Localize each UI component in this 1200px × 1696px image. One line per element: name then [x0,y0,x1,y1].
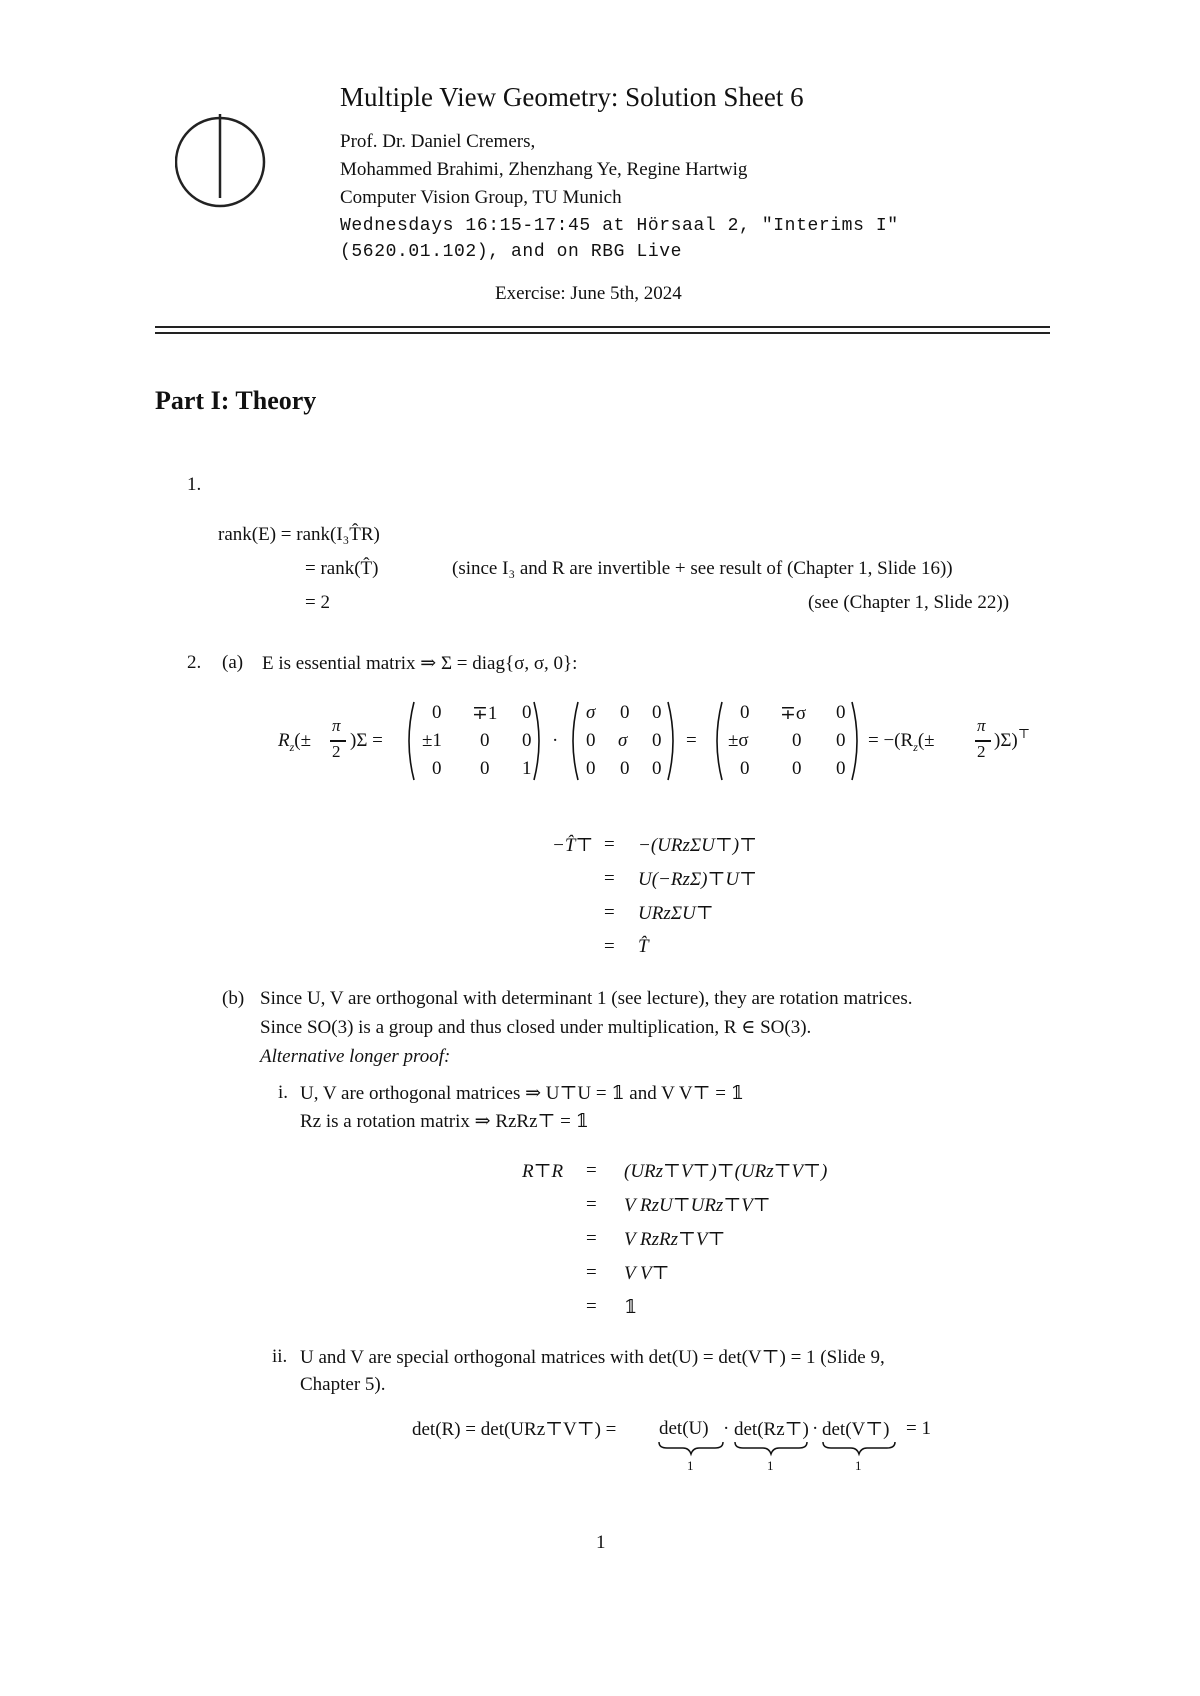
that-deriv-rhs-3: URzΣU⊤ [638,903,714,924]
m3-r3c3: 0 [836,758,846,779]
m2-r1c1: σ [586,702,596,723]
coauthors-line: Mohammed Brahimi, Zhenzhang Ye, Regine Hartwig [340,159,748,180]
that-deriv-rel-1: = [604,834,615,855]
rtr-rel-1: = [586,1160,597,1181]
that-deriv-rel-3: = [604,902,615,923]
det-u: det(U) [659,1418,709,1439]
m2-r1c2: 0 [620,702,630,723]
q2a-statement: E is essential matrix ⇒ Σ = diag{σ, σ, 0}: [262,653,578,674]
m1-r2c1: ±1 [422,730,442,751]
rz-lhs: $R_z(\pm$ [278,730,312,754]
m1-r1c1: 0 [432,702,442,723]
m2-r3c2: 0 [620,758,630,779]
rz-rhs-two: 2 [977,742,986,761]
tum-logo [175,112,267,212]
brace-value-1: 1 [687,1458,694,1473]
q2a-label: (a) [222,652,244,673]
rtr-rel-3: = [586,1228,597,1249]
rtr-rhs-1: (URz⊤V⊤)⊤(URz⊤V⊤) [624,1161,828,1182]
rtr-rel-5: = [586,1296,597,1317]
page-number: 1 [596,1532,606,1553]
i-label: i. [278,1082,289,1103]
rtr-rel-2: = [586,1194,597,1215]
i-text-2: Rz is a rotation matrix ⇒ RzRz⊤ = 𝟙 [300,1111,589,1132]
rz-two: 2 [332,742,341,761]
rtr-rhs-5: 𝟙 [624,1297,638,1318]
rz-rhs: = $-(R_z(\pm$ [868,730,935,754]
rz-close: )Σ = [350,730,383,751]
group-line: Computer Vision Group, TU Munich [340,187,622,208]
m2-r2c1: 0 [586,730,596,751]
matrix-dot: · [552,730,559,751]
m3-r2c2: 0 [792,730,802,751]
det-lhs: det(R) = det(URz⊤V⊤) = [412,1419,617,1440]
author-line: Prof. Dr. Daniel Cremers, [340,131,536,152]
rtr-rhs-3: V RzRz⊤V⊤ [624,1229,726,1250]
q1-number: 1. [187,474,202,495]
q2b-text-1: Since U, V are orthogonal with determinant 1 (see lecture), they are rotation matrices. [260,988,913,1009]
sheet-title: Multiple View Geometry: Solution Sheet 6 [340,82,804,112]
ii-text-2: Chapter 5). [300,1374,386,1395]
m3-r3c1: 0 [740,758,750,779]
q2-number: 2. [187,652,202,673]
m3-r1c1: 0 [740,702,750,723]
det-dot-1: · [723,1418,730,1439]
m2-r1c3: 0 [652,702,662,723]
part-title: Part I: Theory [155,386,317,415]
brace-value-3: 1 [855,1458,862,1473]
m3-r1c3: 0 [836,702,846,723]
q2b-label: (b) [222,988,245,1009]
det-v: det(V⊤) [822,1419,890,1440]
q1-line2: = rank(T̂) [305,558,379,579]
det-rz: det(Rz⊤) [734,1419,809,1440]
m1-r2c2: 0 [480,730,490,751]
q1-line3: = 2 [305,592,330,613]
that-deriv-lhs: −T̂⊤ [552,835,594,856]
m1-r1c3: 0 [522,702,532,723]
header-rule-top [155,326,1050,328]
m1-r1c2: ∓1 [472,703,498,724]
rtr-rhs-4: V V⊤ [624,1263,670,1284]
det-rhs: = 1 [906,1418,931,1439]
m3-r3c2: 0 [792,758,802,779]
m2-r3c1: 0 [586,758,596,779]
m1-r2c3: 0 [522,730,532,751]
ii-text-1: U and V are special orthogonal matrices with det(U) = det(V⊤) = 1 (Slide 9, [300,1347,885,1368]
m3-r2c3: 0 [836,730,846,751]
rtr-rhs-2: V RzU⊤URz⊤V⊤ [624,1195,771,1216]
that-deriv-rhs-1: −(URzΣU⊤)⊤ [638,835,757,856]
that-deriv-rhs-4: T̂ [638,936,649,957]
q1-line2-note: (since I₃ and R are invertible + see result of (Chapter 1, Slide 16)) [452,558,953,579]
exercise-date: Exercise: June 5th, 2024 [495,283,682,304]
m3-r2c1: ±σ [728,730,749,751]
q2b-text-2: Since SO(3) is a group and thus closed under multiplication, R ∈ SO(3). [260,1017,812,1038]
alt-proof-heading: Alternative longer proof: [260,1046,451,1067]
q1-line1: rank(E) = rank(I₃T̂R) [218,524,380,545]
m2-r3c3: 0 [652,758,662,779]
schedule-line-2: (5620.01.102), and on RBG Live [340,242,683,262]
that-deriv-rel-4: = [604,936,615,957]
m3-r1c2: ∓σ [780,703,807,724]
m2-r2c2: σ [618,730,628,751]
that-deriv-rel-2: = [604,868,615,889]
m1-r3c1: 0 [432,758,442,779]
m1-r3c3: 1 [522,758,532,779]
ii-label: ii. [272,1346,288,1367]
det-dot-2: · [812,1418,819,1439]
rz-rhs-pi: π [977,716,986,735]
m1-r3c2: 0 [480,758,490,779]
rtr-rel-4: = [586,1262,597,1283]
brace-value-2: 1 [767,1458,774,1473]
q1-line3-note: (see (Chapter 1, Slide 22)) [808,592,1010,613]
m2-r2c3: 0 [652,730,662,751]
matrix-eq: = [686,730,697,751]
rz-rhs-end: )Σ)⊤ [994,726,1030,751]
that-deriv-rhs-2: U(−RzΣ)⊤U⊤ [638,869,757,890]
det-underbraces [655,1440,905,1460]
rz-pi: π [332,716,341,735]
rtr-lhs: R⊤R [522,1161,564,1182]
header-rule-bottom [155,332,1050,334]
i-text-1: U, V are orthogonal matrices ⇒ U⊤U = 𝟙 and V V⊤ = 𝟙 [300,1083,744,1104]
schedule-line-1: Wednesdays 16:15-17:45 at Hörsaal 2, "Interims I" [340,216,899,236]
